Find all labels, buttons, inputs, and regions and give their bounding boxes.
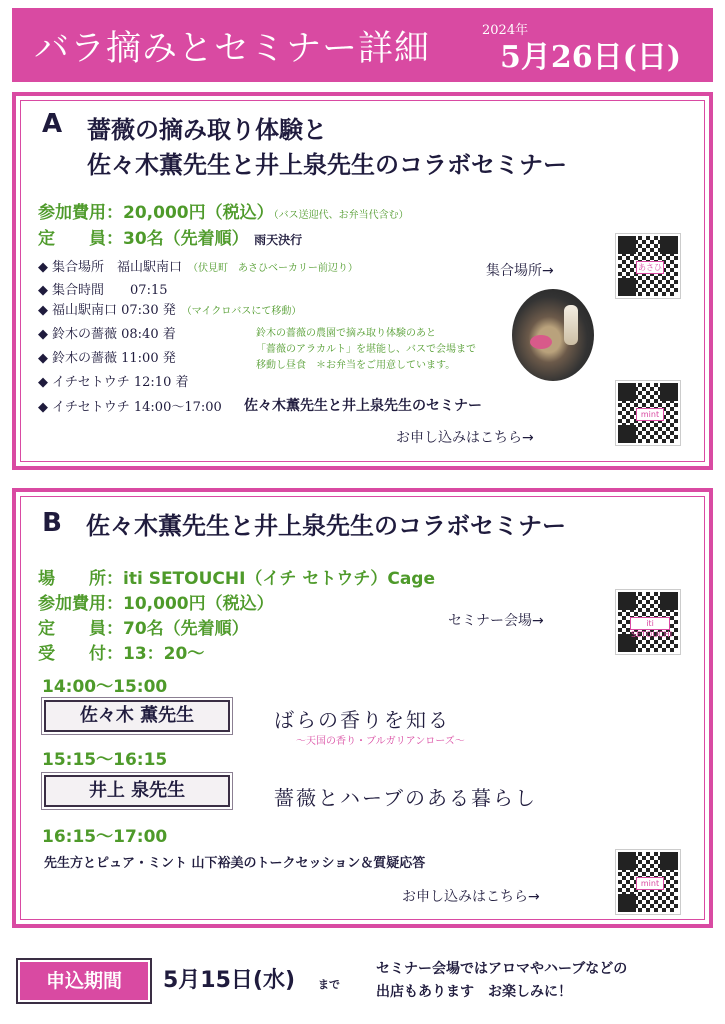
section-a-seminar: 佐々木薫先生と井上泉先生のセミナー	[244, 398, 482, 414]
session-subtitle: ～天国の香り・ブルガリアンローズ～	[296, 736, 465, 747]
section-b-apply-qr-icon[interactable]: mint	[616, 850, 680, 914]
section-a-capacity	[38, 224, 302, 249]
capacity-label: 定 員：	[38, 229, 123, 249]
section-b-fee: 参加費用：10,000円（税込）	[38, 594, 274, 614]
fee-value: 20,000円（税込）	[123, 203, 274, 223]
meeting-place-qr-icon[interactable]: あさひ	[616, 234, 680, 298]
footer-note: セミナー会場ではアロマやハーブなどの 出店もあります お楽しみに！	[376, 961, 628, 1000]
session-time: 15:15～16:15	[42, 750, 168, 770]
fee-label: 参加費用：	[38, 203, 123, 223]
section-a-apply-qr-icon[interactable]: mint	[616, 381, 680, 445]
event-year: 2024年	[482, 23, 529, 38]
rose-lunch-photo	[512, 289, 594, 381]
section-a-title-line1: 薔薇の摘み取り体験と	[87, 116, 327, 144]
fee-note: （バス送迎代、お弁当代含む）	[273, 210, 409, 221]
schedule-row: ◆ 鈴木の薔薇 08:40 着	[38, 327, 176, 342]
schedule-row: ◆ 福山駅南口 07:30 発 （マイクロバスにて移動）	[38, 303, 302, 318]
capacity-value: 30名（先着順）	[123, 229, 249, 249]
schedule-row: ◆ 集合場所 福山駅南口 （伏見町 あさひベーカリー前辺り）	[38, 260, 358, 275]
rain-note: 雨天決行	[254, 233, 303, 247]
schedule-row: ◆ イチセトウチ 12:10 着	[38, 375, 189, 390]
section-b-title: 佐々木薫先生と井上泉先生のコラボセミナー	[86, 512, 566, 540]
session-time: 16:15～17:00	[42, 827, 168, 847]
session-time: 14:00～15:00	[42, 677, 168, 697]
session-topic: 薔薇とハーブのある暮らし	[274, 786, 537, 810]
talk-session-text: 先生方とピュア・ミント 山下裕美のトークセッション＆質疑応答	[44, 856, 426, 871]
venue-qr-icon[interactable]: iti SETOUCHI	[616, 590, 680, 654]
section-a-description: 鈴木の薔薇の農園で摘み取り体験のあと 「薔薇のアラカルト」を堪能し、バスで会場まで 移動し昼食 ＊お弁当をご用意しています。	[256, 328, 476, 371]
section-a-apply-label: お申し込みはこちら→	[396, 430, 534, 446]
speaker-name-box: 井上 泉先生	[44, 775, 230, 807]
schedule-row: ◆ 鈴木の薔薇 11:00 発	[38, 351, 176, 366]
section-b-venue: 場 所：iti SETOUCHI（イチ セトウチ）Cage	[38, 569, 436, 589]
section-a-letter: A	[32, 106, 72, 142]
meeting-place-label: 集合場所→	[486, 263, 554, 279]
application-period-badge: 申込期間	[20, 962, 148, 1000]
section-a-title-line2: 佐々木薫先生と井上泉先生のコラボセミナー	[87, 151, 567, 179]
venue-qr-label: セミナー会場→	[448, 613, 544, 629]
event-date: 5月26日(日)	[500, 40, 682, 75]
section-b-letter: B	[32, 505, 72, 541]
speaker-name-box: 佐々木 薫先生	[44, 700, 230, 732]
schedule-row: ◆ イチセトウチ 14:00～17:00	[38, 400, 222, 415]
deadline-until: まで	[318, 978, 340, 991]
application-deadline: 5月15日(水)	[163, 968, 296, 993]
header-banner	[12, 8, 713, 82]
section-b-apply-label: お申し込みはこちら→	[402, 889, 540, 905]
section-b-reception: 受 付：13：20～	[38, 644, 205, 664]
page-title: バラ摘みとセミナー詳細	[34, 29, 431, 69]
section-a-fee	[38, 198, 409, 223]
schedule-row: ◆ 集合時間 07:15	[38, 283, 168, 298]
session-topic: ばらの香りを知る	[274, 708, 450, 732]
section-b-capacity: 定 員：70名（先着順）	[38, 619, 249, 639]
